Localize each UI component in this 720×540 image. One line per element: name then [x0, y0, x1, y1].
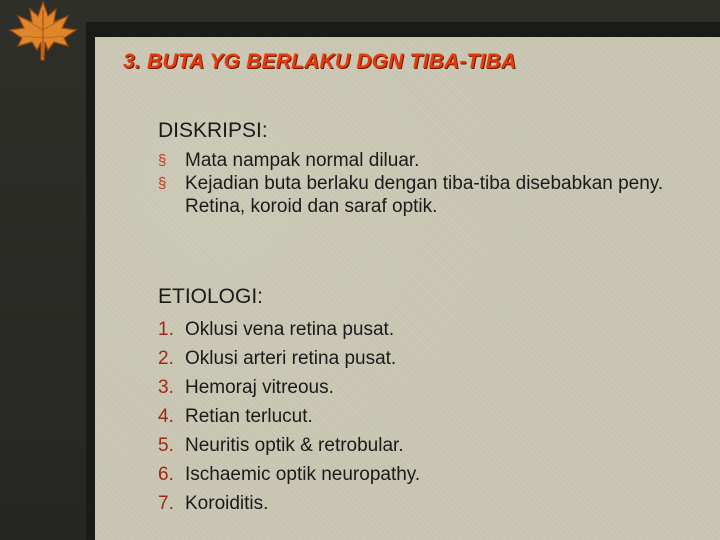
bullet-marker-icon: § — [158, 175, 167, 192]
item-number: 6. — [158, 464, 174, 485]
item-text: Neuritis optik & retrobular. — [185, 435, 404, 456]
item-number: 7. — [158, 493, 174, 514]
list-item — [158, 402, 678, 431]
list-item — [158, 344, 678, 373]
item-number: 4. — [158, 406, 174, 427]
item-text: Ischaemic optik neuropathy. — [185, 464, 421, 485]
section-heading-etiologi: ETIOLOGI: — [158, 285, 264, 308]
item-number: 2. — [158, 348, 174, 369]
item-text: Oklusi vena retina pusat. — [185, 319, 395, 340]
list-item — [158, 460, 678, 489]
bullet-text: Mata nampak normal diluar. — [185, 150, 420, 171]
list-item — [158, 315, 678, 344]
item-number: 3. — [158, 377, 174, 398]
item-text: Koroiditis. — [185, 493, 269, 514]
bullet-marker-icon: § — [158, 152, 167, 169]
item-text: Oklusi arteri retina pusat. — [185, 348, 397, 369]
item-text: Hemoraj vitreous. — [185, 377, 334, 398]
item-number: 1. — [158, 319, 174, 340]
list-item — [158, 172, 678, 218]
bullet-list — [158, 149, 678, 218]
list-item — [158, 373, 678, 402]
numbered-list — [158, 315, 678, 518]
maple-leaf-icon — [2, 0, 84, 62]
item-number: 5. — [158, 435, 174, 456]
bullet-text: Kejadian buta berlaku dengan tiba-tiba disebabkan peny. Retina, koroid dan saraf optik. — [185, 173, 664, 217]
slide-title: 3. BUTA YG BERLAKU DGN TIBA-TIBA — [123, 50, 517, 73]
section-heading-diskripsi: DISKRIPSI: — [158, 119, 268, 142]
list-item — [158, 431, 678, 460]
list-item — [158, 489, 678, 518]
item-text: Retian terlucut. — [185, 406, 313, 427]
list-item — [158, 149, 678, 172]
